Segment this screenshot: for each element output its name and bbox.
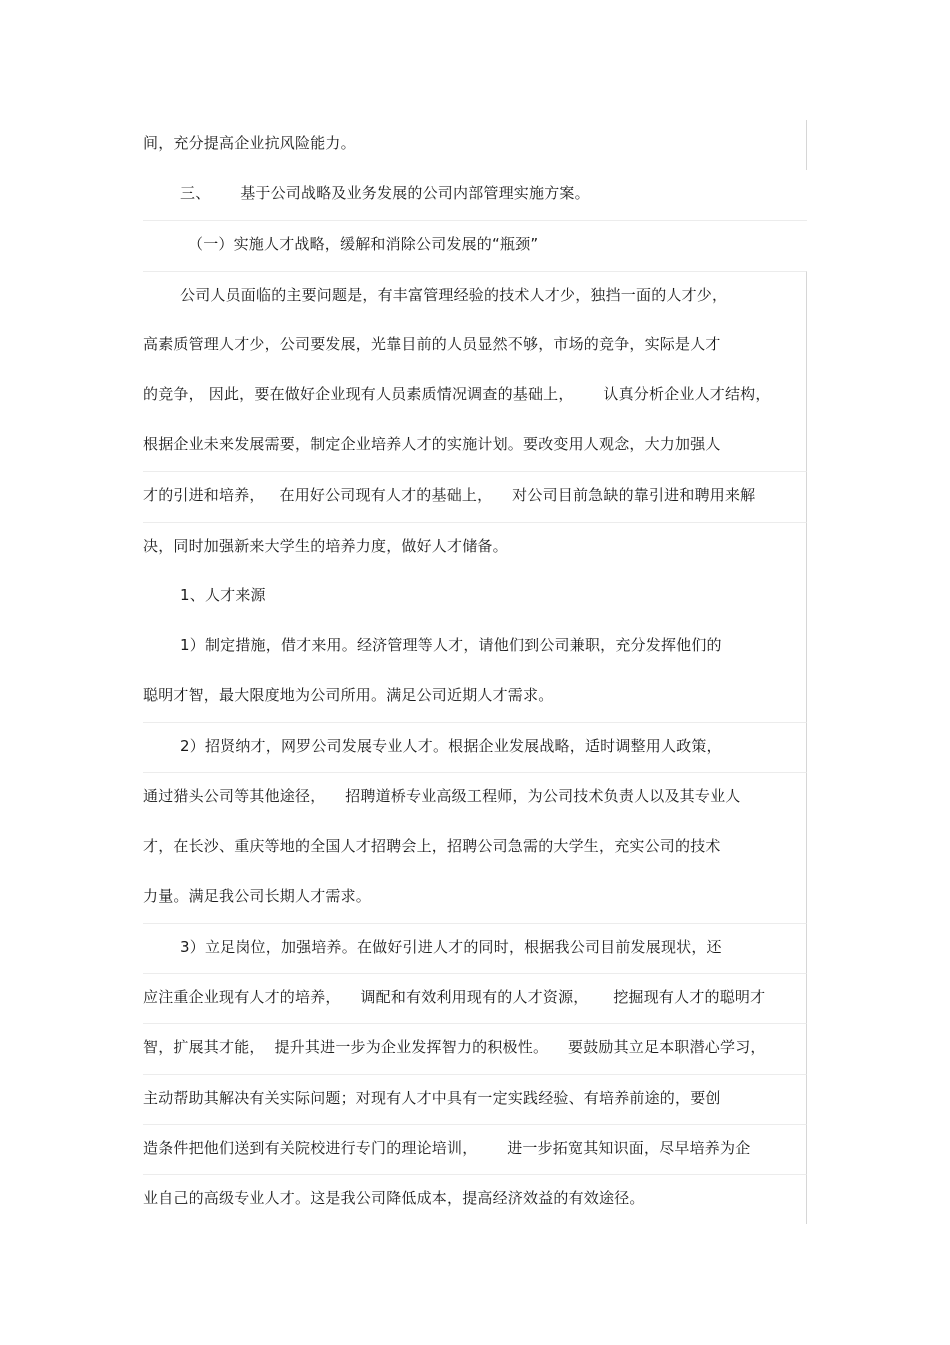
list-heading <box>143 572 807 622</box>
text-line <box>143 622 807 672</box>
text-line <box>143 973 807 1023</box>
text-line <box>143 1023 807 1073</box>
line-text: 才，在长沙、重庆等地的全国人才招聘会上，招聘公司急需的大学生，充实公司的技术 <box>143 836 721 855</box>
line-text: 2）招贤纳才，网罗公司发展专业人才。根据企业发展战略，适时调整用人政策， <box>180 737 722 756</box>
text-line <box>143 471 807 521</box>
text-body <box>143 120 807 1224</box>
text-line <box>143 271 807 321</box>
text-line <box>143 371 807 421</box>
line-text: 1）制定措施，借才来用。经济管理等人才，请他们到公司兼职，充分发挥他们的 <box>180 635 722 654</box>
line-text: 决，同时加强新来大学生的培养力度，做好人才储备。 <box>143 536 508 555</box>
text-line <box>143 1124 807 1174</box>
line-text: 根据企业未来发展需要，制定企业培养人才的实施计划。要改变用人观念，大力加强人 <box>143 435 721 454</box>
line-text: 主动帮助其解决有关实际问题；对现有人才中具有一定实践经验、有培养前途的，要创 <box>143 1088 721 1107</box>
line-text: 聪明才智，最大限度地为公司所用。满足公司近期人才需求。 <box>143 686 554 705</box>
line-text: 力量。满足我公司长期人才需求。 <box>143 886 372 905</box>
line-text: 的竞争， 因此，要在做好企业现有人员素质情况调查的基础上， 认真分析企业人才结构， <box>143 384 771 403</box>
line-text: 智，扩展其才能， 提升其进一步为企业发挥智力的积极性。 要鼓励其立足本职潜心学习， <box>143 1038 766 1057</box>
line-text: 公司人员面临的主要问题是，有丰富管理经验的技术人才少，独挡一面的人才少， <box>180 285 728 304</box>
text-line <box>143 421 807 471</box>
text-line <box>143 120 807 170</box>
line-text: 间，充分提高企业抗风险能力。 <box>143 134 356 152</box>
text-line <box>143 1074 807 1124</box>
line-text: 应注重企业现有人才的培养， 调配和有效利用现有的人才资源， 挖掘现有人才的聪明才 <box>143 988 766 1007</box>
text-line <box>143 672 807 722</box>
text-line <box>143 873 807 923</box>
text-line <box>143 722 807 772</box>
line-text: 才的引进和培养， 在用好公司现有人才的基础上， 对公司目前急缺的靠引进和聘用来解 <box>143 486 756 505</box>
line-text: 三、 基于公司战略及业务发展的公司内部管理实施方案。 <box>180 184 590 203</box>
line-text: 业自己的高级专业人才。这是我公司降低成本，提高经济效益的有效途径。 <box>143 1188 645 1207</box>
line-text: 通过猎头公司等其他途径， 招聘道桥专业高级工程师，为公司技术负责人以及其专业人 <box>143 787 741 806</box>
text-line <box>143 772 807 822</box>
line-text: 1、人才来源 <box>180 585 266 604</box>
text-line <box>143 923 807 973</box>
text-line <box>143 1174 807 1224</box>
section-heading <box>143 170 807 220</box>
text-line <box>143 823 807 873</box>
line-text: 造条件把他们送到有关院校进行专门的理论培训， 进一步拓宽其知识面，尽早培养为企 <box>143 1138 751 1157</box>
text-line <box>143 321 807 371</box>
text-line <box>143 522 807 572</box>
subsection-heading <box>143 220 807 270</box>
line-text: 3）立足岗位，加强培养。在做好引进人才的同时，根据我公司目前发展现状，还 <box>180 938 722 956</box>
line-text: （一）实施人才战略，缓解和消除公司发展的“瓶颈” <box>188 235 539 254</box>
line-text: 高素质管理人才少，公司要发展，光靠目前的人员显然不够，市场的竞争，实际是人才 <box>143 334 721 353</box>
